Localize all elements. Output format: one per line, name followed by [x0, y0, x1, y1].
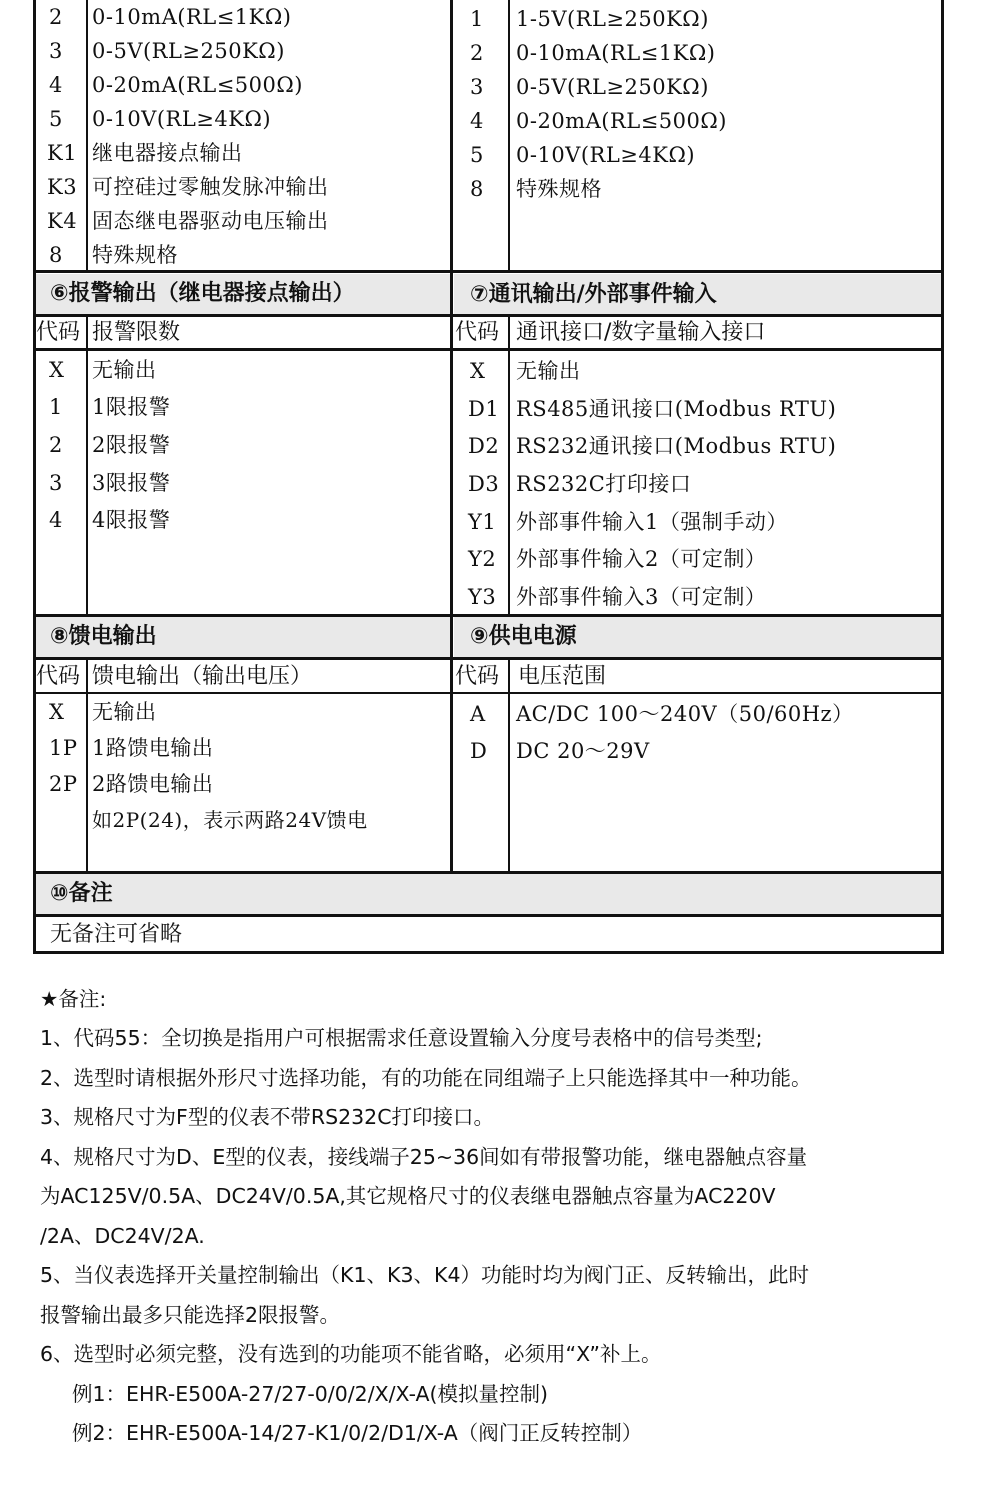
code-cell: D1 [468, 397, 500, 421]
note-line: 2、选型时请根据外形尺寸选择功能，有的功能在同组端子上只能选择其中一种功能。 [40, 1066, 812, 1090]
desc-cell: 0-10mA(RL≤1KΩ) [516, 41, 716, 65]
rule-sec10-title-bottom [33, 914, 944, 917]
code-cell: 8 [49, 243, 63, 267]
code-cell: 2 [49, 433, 63, 457]
code-cell: 4 [470, 109, 484, 133]
desc-cell: 1-5V(RL≥250KΩ) [516, 7, 709, 31]
code-cell: Y2 [468, 547, 497, 571]
code-cell: X [49, 700, 65, 724]
code-cell: A [470, 702, 486, 726]
desc-cell: 3限报警 [92, 471, 171, 495]
rule-sec6-header-bottom [33, 348, 944, 351]
note-line: 1、代码55：全切换是指用户可根据需求任意设置输入分度号表格中的信号类型; [40, 1026, 763, 1050]
code-cell: 4 [49, 73, 63, 97]
desc-cell: 外部事件输入1（强制手动） [516, 510, 788, 534]
desc-cell: 固态继电器驱动电压输出 [92, 209, 329, 233]
code-cell: 3 [470, 75, 484, 99]
rule-sec6-top [33, 270, 944, 273]
desc-cell: 2限报警 [92, 433, 171, 457]
rule-code-col-top-left [86, 0, 88, 270]
sec8-title: ⑧馈电输出 [50, 624, 157, 649]
rule-sec8-header-bottom [33, 692, 944, 694]
sec10-title-band [36, 874, 941, 914]
desc-cell: 4限报警 [92, 508, 171, 532]
note-line: 报警输出最多只能选择2限报警。 [40, 1303, 341, 1327]
note-line: 为AC125V/0.5A、DC24V/0.5A,其它规格尺寸的仪表继电器触点容量为AC220V [40, 1184, 776, 1208]
sec9-desc-header: 电压范围 [518, 664, 607, 689]
desc-cell: 特殊规格 [92, 243, 178, 267]
note-example: 例2：EHR-E500A-14/27-K1/0/2/D1/X-A（阀门正反转控制） [72, 1421, 643, 1445]
rule-code-col-sec7 [508, 317, 510, 614]
desc-cell: 可控硅过零触发脉冲输出 [92, 175, 329, 199]
rule-sec8-top [33, 614, 944, 617]
rule-code-col-top-right [508, 0, 510, 270]
sec6-desc-header: 报警限数 [92, 320, 181, 345]
code-cell: 1 [49, 395, 63, 419]
code-cell: 4 [49, 508, 63, 532]
note-line: 5、当仪表选择开关量控制输出（K1、K3、K4）功能时均为阀门正、反转输出，此时 [40, 1263, 809, 1287]
desc-cell: 0-10mA(RL≤1KΩ) [92, 5, 292, 29]
desc-cell: RS485通讯接口(Modbus RTU) [516, 397, 837, 421]
code-cell: 3 [49, 39, 63, 63]
rule-sec6-title-bottom [33, 314, 944, 317]
code-cell: 2 [49, 5, 63, 29]
desc-cell: 0-10V(RL≥4KΩ) [516, 143, 696, 167]
sec9-code-header: 代码 [455, 664, 500, 689]
sec10-title: ⑩备注 [50, 881, 113, 906]
sec8-desc-header: 馈电输出（输出电压） [92, 664, 313, 689]
desc-cell: 外部事件输入3（可定制） [516, 585, 767, 609]
note-line: 3、规格尺寸为F型的仪表不带RS232C打印接口。 [40, 1105, 495, 1129]
code-cell: X [49, 358, 65, 382]
code-cell: D [470, 739, 488, 763]
desc-cell: DC 20～29V [516, 739, 650, 763]
desc-cell: 如2P(24)，表示两路24V馈电 [92, 808, 368, 832]
code-cell: 5 [49, 107, 63, 131]
desc-cell: 1限报警 [92, 395, 171, 419]
code-cell: D3 [468, 472, 500, 496]
rule-code-col-sec9 [508, 660, 510, 871]
sec9-title: ⑨供电电源 [470, 624, 577, 649]
desc-cell: 外部事件输入2（可定制） [516, 547, 767, 571]
note-line: /2A、DC24V/2A. [40, 1224, 205, 1248]
code-cell: K3 [47, 175, 78, 199]
code-cell: 8 [470, 177, 484, 201]
desc-cell: RS232C打印接口 [516, 472, 692, 496]
code-cell: X [470, 359, 486, 383]
desc-cell: AC/DC 100～240V（50/60Hz） [516, 702, 854, 726]
desc-cell: 无输出 [516, 359, 581, 383]
sec6-title: ⑥报警输出（继电器接点输出） [50, 281, 355, 306]
rule-middle [450, 0, 453, 871]
sec8-code-header: 代码 [36, 664, 81, 689]
code-cell: 1 [470, 7, 484, 31]
code-cell: D2 [468, 434, 500, 458]
code-cell: 2 [470, 41, 484, 65]
desc-cell: 继电器接点输出 [92, 141, 243, 165]
desc-cell: 0-20mA(RL≤500Ω) [516, 109, 727, 133]
code-cell: Y1 [468, 510, 497, 534]
code-cell: 5 [470, 143, 484, 167]
code-cell: K4 [47, 209, 78, 233]
desc-cell: RS232通讯接口(Modbus RTU) [516, 434, 837, 458]
desc-cell: 2路馈电输出 [92, 772, 214, 796]
note-line: 6、选型时必须完整，没有选到的功能项不能省略，必须用“X”补上。 [40, 1342, 662, 1366]
desc-cell: 0-5V(RL≥250KΩ) [92, 39, 285, 63]
rule-sec8-title-bottom [33, 657, 944, 660]
code-cell: 3 [49, 471, 63, 495]
desc-cell: 0-5V(RL≥250KΩ) [516, 75, 709, 99]
code-cell: Y3 [468, 585, 497, 609]
desc-cell: 特殊规格 [516, 177, 602, 201]
rule-code-col-sec6 [86, 317, 88, 614]
desc-cell: 0-10V(RL≥4KΩ) [92, 107, 272, 131]
note-example: 例1：EHR-E500A-27/27-0/0/2/X/X-A(模拟量控制) [72, 1382, 549, 1406]
sec7-title: ⑦通讯输出/外部事件输入 [470, 282, 717, 307]
desc-cell: 无输出 [92, 358, 157, 382]
rule-code-col-sec8 [86, 660, 88, 871]
code-cell: 1P [49, 736, 78, 760]
sec6-code-header: 代码 [36, 320, 81, 345]
code-cell: 2P [49, 772, 78, 796]
sec7-desc-header: 通讯接口/数字量输入接口 [516, 320, 766, 345]
desc-cell: 0-20mA(RL≤500Ω) [92, 73, 303, 97]
sec7-code-header: 代码 [455, 320, 500, 345]
desc-cell: 无输出 [92, 700, 157, 724]
desc-cell: 1路馈电输出 [92, 736, 214, 760]
note-line: 4、规格尺寸为D、E型的仪表，接线端子25~36间如有带报警功能，继电器触点容量 [40, 1145, 808, 1169]
code-cell: K1 [47, 141, 78, 165]
sec10-text: 无备注可省略 [50, 922, 183, 947]
notes-heading: ★备注: [40, 987, 107, 1011]
rule-sec10-top [33, 871, 944, 874]
